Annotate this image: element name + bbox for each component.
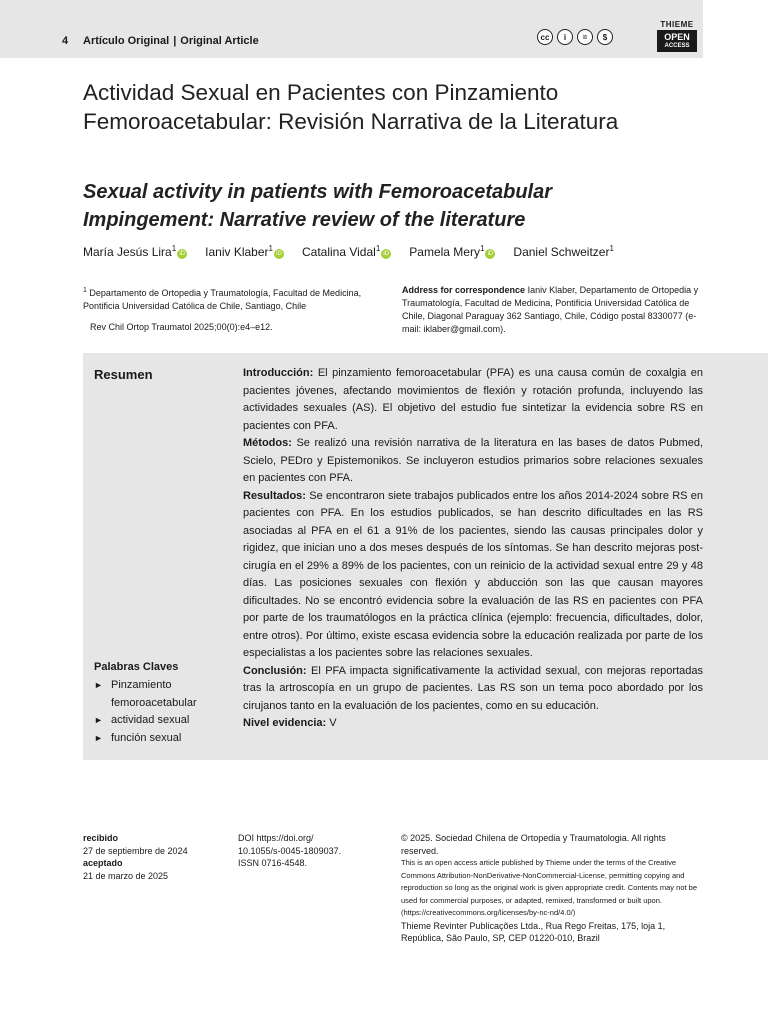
- title-english: Sexual activity in patients with Femoroacetabular Impingement: Narrative review of the literature: [83, 181, 553, 231]
- abstract-intro: Introducción: El pinzamiento femoroacetabular (PFA) es una causa común de coxalgia en pacientes jóvenes, afectando movimientos de flexión y rotación profunda, incluyendo las actividades sexuales (AS). El objetivo del estudio fue sintetizar la evidencia sobre RS en pacientes con PFA.: [243, 367, 703, 432]
- doi-link[interactable]: DOI https://doi.org/: [238, 833, 314, 843]
- doi-number[interactable]: 10.1055/s-0045-1809037.: [238, 845, 342, 856]
- abstract-evidence: Nivel evidencia: V: [243, 717, 337, 729]
- keyword-item: ► Pinzamiento femoroacetabular: [94, 677, 224, 712]
- orcid-icon[interactable]: iD: [177, 249, 187, 259]
- journal-reference: Rev Chil Ortop Traumatol 2025;00(0):e4–e12.: [90, 322, 273, 332]
- title-spanish: Actividad Sexual en Pacientes con Pinzamiento Femoroacetabular: Revisión Narrativa de la Literatura: [83, 80, 619, 134]
- author: Daniel Schweitzer$^1$: [513, 244, 614, 259]
- orcid-icon[interactable]: iD: [274, 249, 284, 259]
- copyright-block: [401, 832, 701, 945]
- orcid-icon[interactable]: iD: [381, 249, 391, 259]
- article-section: [83, 35, 259, 47]
- thieme-brand: THIEME: [660, 20, 694, 29]
- abstract-results: Resultados: Se encontraron siete trabajos publicados entre los años 2014-2024 sobre RS en pacientes con PFA. En los estudios publicados, se han descrito dificultades en las RS asociadas al PFA en el 61 a 91% de los pacientes, siendo las causas principales dolor y rigidez, que inician uno a dos meses después de los síntomas. Se han descrito mejoras post-cirugía en el 29% a 89% de los pacientes, con un reinicio de la actividad sexual entre 29 y 48 días. Las posiciones sexuales con flexión y abducción son las que causan mayores dificultades. No se encontró evidencia sobre la evaluación de las RS en pacientes con PFA por parte de los traumatólogos en la práctica clínica (ejemplo: frecuencia, dificultades, dolor, entre otros). Por último, existe escasa evidencia sobre la educación realizada por parte de los especialistas a los pacientes sobre las relaciones sexuales.: [243, 489, 703, 659]
- nc-icon: $: [597, 29, 613, 45]
- accepted-label: aceptado: [83, 858, 123, 868]
- abstract-body: [243, 365, 703, 733]
- author: Ianiv Klaber$^1$iD: [205, 244, 284, 259]
- keyword-item: ► función sexual: [94, 730, 224, 748]
- correspondence-label: Address for correspondence: [402, 285, 526, 295]
- license-text: This is an open access article published by Thieme under the terms of the Creative Commons Attribution-NonDerivative-NonCommercial-License, permitting copying and reproduction so long as the original work is given appropriate credit. Contents may not be used for commercial purposes, or adapted, remixed, transformed or built upon. (https://creativecommons.org/licenses/by-nc-nd/4.0/): [401, 858, 697, 917]
- keywords-list: [94, 677, 224, 747]
- correspondence: [402, 284, 707, 336]
- author-list: [83, 244, 614, 259]
- section-es: Artículo Original: [83, 35, 170, 47]
- affiliation: $^1$ Departamento de Ortopedia y Traumatología, Facultad de Medicina, Pontificia Universidad Católica de Chile, Santiago, Chile: [83, 287, 362, 311]
- copyright-main: © 2025. Sociedad Chilena de Ortopedia y Traumatologia. All rights reserved.: [401, 833, 666, 856]
- author: Catalina Vidal$^1$iD: [302, 244, 391, 259]
- dates: [83, 832, 188, 882]
- publisher-address: Thieme Revinter Publicações Ltda., Rua Rego Freitas, 175, loja 1, República, São Paulo, SP, CEP 01220-010, Brazil: [401, 920, 666, 943]
- open-access-badge: OPEN ACCESS: [657, 30, 697, 52]
- orcid-icon[interactable]: iD: [485, 249, 495, 259]
- cc-license-icons[interactable]: [537, 29, 613, 45]
- abstract-conclusion: Conclusión: El PFA impacta significativamente la actividad sexual, con mejoras reportadas tras la artroscopía en un grupo de pacientes. Las RS son un tema poco abordado por los cirujanos tanto en la evaluación de los pacientes, como en su educación.: [243, 664, 703, 712]
- section-en: Original Article: [180, 35, 259, 47]
- cc-icon: cc: [537, 29, 553, 45]
- author: María Jesús Lira$^1$iD: [83, 244, 187, 259]
- abstract-methods: Métodos: Se realizó una revisión narrativa de la literatura en las bases de datos Pubmed, Scielo, PEDro y Epistemonikos. Se incluyeron estudios primarios sobre relaciones sexuales en pacientes con PFA.: [243, 437, 703, 484]
- keywords-heading: Palabras Claves: [94, 661, 179, 673]
- doi-block: [238, 832, 368, 870]
- issn: ISSN 0716-4548.: [238, 858, 308, 868]
- correspondence-text: Ianiv Klaber, Departamento de Ortopedia y Traumatología, Facultad de Medicina, Pontificia Universidad Católica de Chile, Diagonal Paraguay 362 Santiago, Chile, Código postal 8330077 (e-mail: iklaber@gmail.com).: [402, 285, 699, 334]
- nd-icon: =: [577, 29, 593, 45]
- accepted-date: 21 de marzo de 2025: [83, 870, 169, 881]
- received-date: 27 de septiembre de 2024: [83, 845, 188, 856]
- section-separator: |: [173, 35, 177, 47]
- author: Pamela Mery$^1$iD: [409, 244, 495, 259]
- abstract-heading: Resumen: [94, 367, 153, 382]
- thieme-open-access-logo[interactable]: [657, 20, 697, 52]
- page-number: 4: [62, 35, 69, 47]
- keyword-item: ► actividad sexual: [94, 712, 224, 730]
- by-icon: i: [557, 29, 573, 45]
- received-label: recibido: [83, 833, 119, 843]
